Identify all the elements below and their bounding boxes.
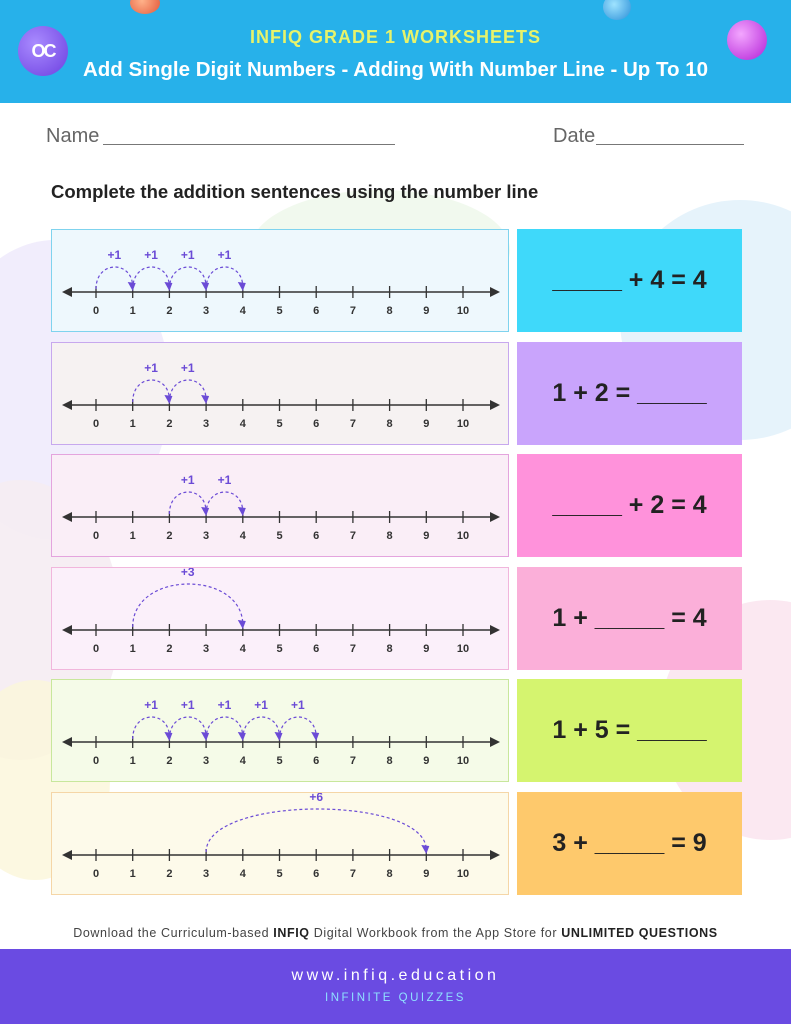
tick-label: 7 xyxy=(349,755,356,767)
tick-label: 10 xyxy=(456,868,470,880)
jump-arc xyxy=(206,717,243,739)
download-highlight: UNLIMITED QUESTIONS xyxy=(561,926,718,940)
tick-label: 0 xyxy=(92,755,100,767)
tick-label: 6 xyxy=(313,418,320,430)
equation-text[interactable]: 3 + _____ = 9 xyxy=(552,829,707,857)
tick-label: 7 xyxy=(349,530,356,542)
right-arrow-icon xyxy=(490,287,500,297)
number-line xyxy=(52,455,510,558)
tick-label: 8 xyxy=(386,755,393,767)
jump-arrow-icon xyxy=(275,732,283,741)
jump-arc xyxy=(206,809,426,852)
tick-label: 2 xyxy=(166,643,173,655)
tick-label: 0 xyxy=(92,418,100,430)
jump-label: +1 xyxy=(180,473,195,487)
equation-box xyxy=(517,679,742,782)
tick-label: 8 xyxy=(386,305,393,317)
tick-label: 2 xyxy=(166,530,173,542)
tick-label: 10 xyxy=(456,305,470,317)
jump-label: +1 xyxy=(144,248,158,262)
right-arrow-icon xyxy=(490,625,500,635)
number-line-panel xyxy=(51,567,509,670)
equation-box xyxy=(517,792,742,895)
tick-label: 7 xyxy=(349,418,356,430)
tick-label: 6 xyxy=(313,305,320,317)
tick-label: 6 xyxy=(313,868,320,880)
jump-arrow-icon xyxy=(201,282,209,291)
jump-label: +3 xyxy=(180,568,195,579)
jump-arrow-icon xyxy=(238,620,246,629)
jump-arc xyxy=(96,267,133,289)
number-line-panel xyxy=(51,454,509,557)
jump-label: +1 xyxy=(144,698,158,712)
left-arrow-icon xyxy=(62,287,72,297)
tick-label: 8 xyxy=(386,643,393,655)
page-footer xyxy=(0,949,791,1024)
equation-box xyxy=(517,342,742,445)
jump-label: +6 xyxy=(309,793,324,804)
tick-label: 3 xyxy=(203,868,210,880)
jump-label: +1 xyxy=(180,698,195,712)
jump-label: +1 xyxy=(217,698,232,712)
logo-text: OC xyxy=(31,40,55,61)
page-title: Add Single Digit Numbers - Adding With Number Line - Up To 10 xyxy=(82,58,709,81)
jump-label: +1 xyxy=(144,361,158,375)
tick-label: 3 xyxy=(203,755,210,767)
tick-label: 0 xyxy=(92,530,100,542)
equation-box xyxy=(517,454,742,557)
date-line[interactable] xyxy=(596,144,744,145)
jump-label: +1 xyxy=(254,698,268,712)
jump-arrow-icon xyxy=(238,282,246,291)
tick-label: 8 xyxy=(386,530,393,542)
tick-label: 1 xyxy=(129,643,136,655)
jump-arc xyxy=(243,717,280,739)
jump-arc xyxy=(280,717,317,739)
jump-arc xyxy=(133,717,170,739)
name-label: Name xyxy=(46,125,100,147)
tick-label: 2 xyxy=(166,868,173,880)
tick-label: 0 xyxy=(92,868,100,880)
number-line-panel xyxy=(51,342,509,445)
equation-box xyxy=(517,229,742,332)
tick-label: 0 xyxy=(92,305,100,317)
number-line-panel xyxy=(51,679,509,782)
jump-arc xyxy=(133,267,170,289)
download-text: Download the Curriculum-based xyxy=(73,926,274,940)
decorative-ball xyxy=(130,0,160,14)
tick-label: 9 xyxy=(423,418,430,430)
website-link[interactable]: www.infiq.education xyxy=(291,967,500,984)
name-line[interactable] xyxy=(103,144,395,145)
tick-label: 4 xyxy=(239,418,246,430)
number-line-panel xyxy=(51,792,509,895)
tick-label: 10 xyxy=(456,418,470,430)
tick-label: 4 xyxy=(239,305,246,317)
right-arrow-icon xyxy=(490,400,500,410)
download-text: Digital Workbook from the App Store for xyxy=(309,926,562,940)
tick-label: 3 xyxy=(203,530,210,542)
jump-label: +1 xyxy=(180,361,195,375)
tick-label: 6 xyxy=(313,530,320,542)
jump-arc xyxy=(206,267,243,289)
tick-label: 10 xyxy=(456,755,470,767)
tick-label: 5 xyxy=(276,755,283,767)
jump-arrow-icon xyxy=(238,507,246,516)
left-arrow-icon xyxy=(62,737,72,747)
tick-label: 5 xyxy=(276,305,283,317)
jump-arrow-icon xyxy=(201,732,209,741)
number-line xyxy=(52,680,510,783)
number-line xyxy=(52,793,510,896)
tick-label: 3 xyxy=(203,305,210,317)
tick-label: 9 xyxy=(423,305,430,317)
tick-label: 1 xyxy=(129,868,136,880)
jump-arrow-icon xyxy=(164,732,172,741)
tick-label: 1 xyxy=(129,418,136,430)
equation-text[interactable]: 1 + 2 = _____ xyxy=(552,379,707,407)
tick-label: 2 xyxy=(166,305,173,317)
left-arrow-icon xyxy=(62,625,72,635)
tick-label: 8 xyxy=(386,418,393,430)
tick-label: 10 xyxy=(456,530,470,542)
tick-label: 5 xyxy=(276,868,283,880)
tick-label: 10 xyxy=(456,643,470,655)
tick-label: 4 xyxy=(239,530,246,542)
jump-label: +1 xyxy=(180,248,195,262)
tick-label: 6 xyxy=(313,755,320,767)
left-arrow-icon xyxy=(62,512,72,522)
tick-label: 1 xyxy=(129,305,136,317)
tick-label: 9 xyxy=(423,530,430,542)
number-line-panel xyxy=(51,229,509,332)
equation-text[interactable]: _____ + 4 = 4 xyxy=(552,266,707,294)
equation-text[interactable]: 1 + 5 = _____ xyxy=(552,716,707,744)
jump-arc xyxy=(169,717,206,739)
right-arrow-icon xyxy=(490,737,500,747)
jump-arrow-icon xyxy=(164,395,172,404)
download-note xyxy=(0,926,791,940)
tick-label: 4 xyxy=(239,643,246,655)
jump-arc xyxy=(133,584,243,627)
jump-arrow-icon xyxy=(421,845,429,854)
jump-arrow-icon xyxy=(201,507,209,516)
tick-label: 6 xyxy=(313,643,320,655)
equation-box xyxy=(517,567,742,670)
page-header xyxy=(0,0,791,103)
worksheet-series: INFIQ GRADE 1 WORKSHEETS xyxy=(249,27,542,47)
tick-label: 5 xyxy=(276,530,283,542)
number-line xyxy=(52,230,510,333)
tagline: INFINITE QUIZZES xyxy=(325,992,466,1004)
jump-arc xyxy=(206,492,243,514)
jump-label: +1 xyxy=(107,248,122,262)
tick-label: 9 xyxy=(423,643,430,655)
jump-arc xyxy=(169,267,206,289)
tick-label: 7 xyxy=(349,643,356,655)
jump-label: +1 xyxy=(217,248,232,262)
tick-label: 5 xyxy=(276,418,283,430)
instructions: Complete the addition sentences using the number line xyxy=(51,181,539,202)
jump-arrow-icon xyxy=(238,732,246,741)
tick-label: 3 xyxy=(203,418,210,430)
decorative-ball xyxy=(603,0,631,20)
right-arrow-icon xyxy=(490,850,500,860)
tick-label: 7 xyxy=(349,305,356,317)
tick-label: 2 xyxy=(166,418,173,430)
tick-label: 0 xyxy=(92,643,100,655)
tick-label: 7 xyxy=(349,868,356,880)
tick-label: 8 xyxy=(386,868,393,880)
tick-label: 9 xyxy=(423,868,430,880)
left-arrow-icon xyxy=(62,850,72,860)
equation-text[interactable]: _____ + 2 = 4 xyxy=(552,491,707,519)
jump-arrow-icon xyxy=(128,282,136,291)
tick-label: 2 xyxy=(166,755,173,767)
tick-label: 5 xyxy=(276,643,283,655)
jump-arrow-icon xyxy=(201,395,209,404)
jump-arrow-icon xyxy=(164,282,172,291)
tick-label: 1 xyxy=(129,755,136,767)
tick-label: 3 xyxy=(203,643,210,655)
jump-label: +1 xyxy=(217,473,232,487)
jump-label: +1 xyxy=(291,698,305,712)
right-arrow-icon xyxy=(490,512,500,522)
tick-label: 9 xyxy=(423,755,430,767)
tick-label: 1 xyxy=(129,530,136,542)
date-label: Date xyxy=(553,125,596,147)
jump-arrow-icon xyxy=(311,732,319,741)
jump-arc xyxy=(169,492,206,514)
number-line xyxy=(52,343,510,446)
left-arrow-icon xyxy=(62,400,72,410)
number-line xyxy=(52,568,510,671)
tick-label: 4 xyxy=(239,868,246,880)
tick-label: 4 xyxy=(239,755,246,767)
download-brand: INFIQ xyxy=(273,926,310,940)
jump-arc xyxy=(169,380,206,402)
jump-arc xyxy=(133,380,170,402)
equation-text[interactable]: 1 + _____ = 4 xyxy=(552,604,707,632)
